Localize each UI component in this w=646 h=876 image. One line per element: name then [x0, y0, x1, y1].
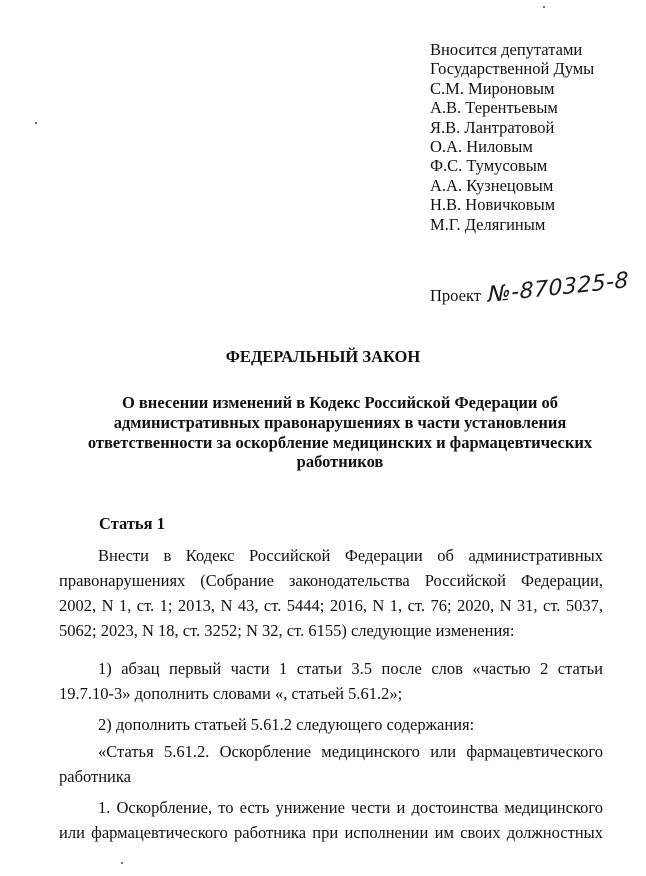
paragraph-line: 2002, N 1, ст. 1; 2013, N 43, ст. 5444; 2016, N 1, ст. 76; 2020, N 31, ст. 5037,	[59, 596, 603, 615]
paragraph-article-5-61-2-heading	[59, 739, 603, 789]
deputy-name: М.Г. Делягиным	[430, 214, 546, 234]
introduced-by-line: Вносится депутатами	[430, 40, 583, 59]
paragraph-line: 19.7.10-3» дополнить словами «, статьей 5.61.2»;	[59, 684, 403, 703]
subtitle-line: административных правонарушениях в части установления	[113, 412, 567, 432]
paragraph-line: Внести в Кодекс Российской Федерации об административных	[98, 546, 603, 565]
deputy-name: Н.В. Новичковым	[430, 195, 556, 215]
handwritten-project-number: №-870325-8	[487, 268, 629, 308]
paragraph-item-1	[59, 656, 603, 706]
deputy-name: Ф.С. Тумусовым	[430, 156, 548, 176]
subtitle-line: О внесении изменений в Кодекс Российской Федерации об	[121, 393, 559, 412]
project-label: Проект	[430, 286, 481, 305]
paragraph-line: работника	[59, 767, 131, 786]
scan-speck	[121, 862, 123, 864]
scan-speck	[543, 6, 545, 8]
subtitle-line: ответственности за оскорбление медицинских и фармацевтических	[87, 432, 593, 452]
deputy-name: Я.В. Лантратовой	[430, 117, 555, 137]
paragraph-amendment-intro	[59, 543, 603, 643]
paragraph-line: «Статья 5.61.2. Оскорбление медицинского или фармацевтического	[98, 742, 603, 761]
paragraph-line: правонарушениях (Собрание законодательства Российской Федерации,	[59, 571, 603, 590]
paragraph-item-2	[59, 712, 603, 737]
deputy-name: А.А. Кузнецовым	[430, 175, 554, 195]
scan-speck	[35, 122, 37, 124]
paragraph-line: 1) абзац первый части 1 статьи 3.5 после слов «частью 2 статьи	[98, 659, 603, 678]
deputy-name: С.М. Мироновым	[430, 78, 555, 98]
law-subtitle	[80, 393, 600, 472]
subtitle-line: работников	[296, 452, 384, 472]
article-heading: Статья 1	[99, 514, 165, 533]
introduced-by-line: Государственной Думы	[430, 59, 595, 79]
law-title: ФЕДЕРАЛЬНЫЙ ЗАКОН	[225, 347, 421, 366]
deputy-name: О.А. Ниловым	[430, 137, 533, 157]
paragraph-line: 5062; 2023, N 18, ст. 3252; N 32, ст. 6155) следующие изменения:	[59, 621, 515, 640]
project-line	[430, 268, 630, 308]
introduced-by-block	[430, 40, 594, 234]
paragraph-line: или фармацевтического работника при исполнении им своих должностных	[59, 823, 603, 842]
deputy-name: А.В. Терентьевым	[430, 98, 558, 118]
paragraph-article-5-61-2-part-1	[59, 795, 603, 845]
paragraph-line: 1. Оскорбление, то есть унижение чести и достоинства медицинского	[98, 798, 603, 817]
paragraph-line: 2) дополнить статьей 5.61.2 следующего содержания:	[98, 715, 475, 734]
